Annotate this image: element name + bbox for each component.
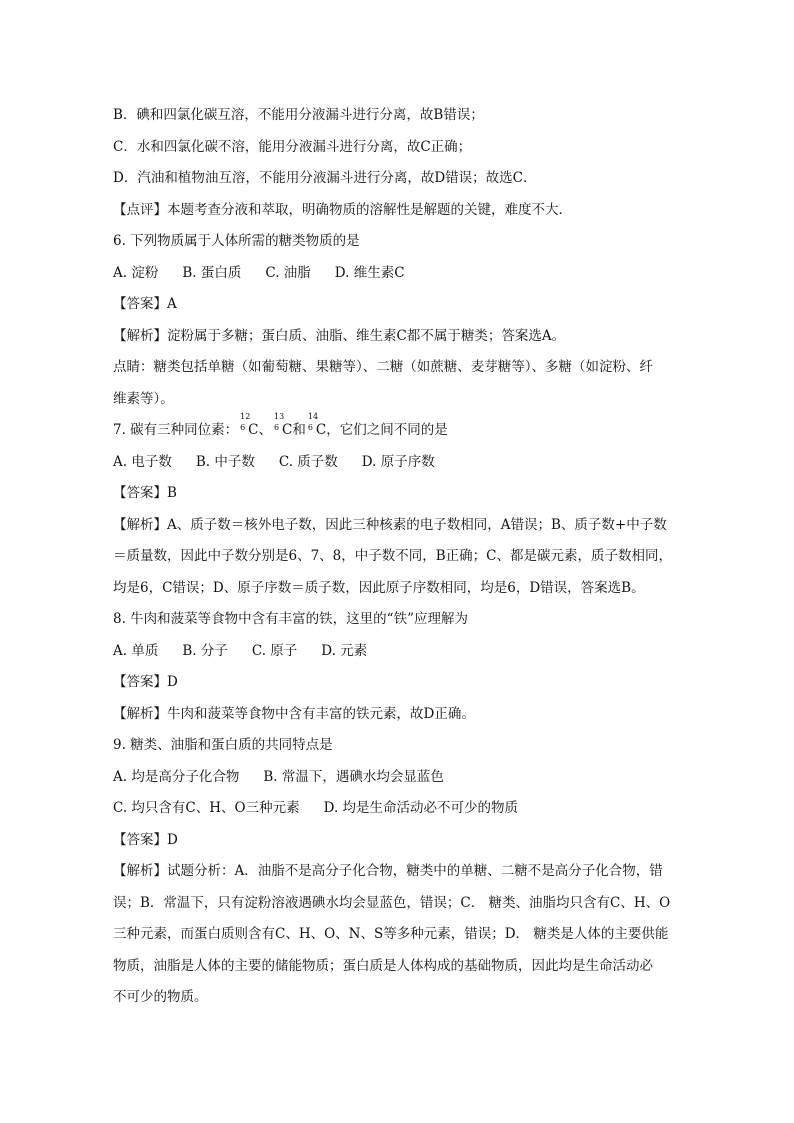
question-9: 9. 糖类、油脂和蛋白质的共同特点是 bbox=[113, 737, 333, 753]
q6-note-line-1: 点睛：糖类包括单糖（如葡萄糖、果糖等）、二糖（如蔗糖、麦芽糖等）、多糖（如淀粉、纤 bbox=[113, 359, 653, 375]
q8-option-d: D. 元素 bbox=[321, 642, 368, 659]
q8-answer: 【答案】D bbox=[113, 674, 178, 690]
q6-option-b: B. 蛋白质 bbox=[182, 264, 242, 281]
q9-explanation-line-2: 误；B．常温下，只有淀粉溶液遇碘水均会显蓝色，错误；C． 糖类、油脂均只含有C、H、O bbox=[113, 894, 671, 911]
q7-option-c: C. 质子数 bbox=[278, 453, 338, 470]
q7-answer: 【答案】B bbox=[113, 485, 177, 501]
question-7 bbox=[113, 412, 693, 447]
q9-answer: 【答案】D bbox=[113, 831, 178, 848]
q9-option-d: D. 均是生命活动必不可少的物质 bbox=[323, 800, 519, 816]
q6-explanation: 【解析】淀粉属于多糖；蛋白质、油脂、维生素C都不属于糖类；答案选A。 bbox=[113, 327, 566, 344]
q9-option-c: C. 均只含有C、H、O三种元素 bbox=[113, 800, 300, 816]
q7-explanation-line-3: 均是6，C错误；D、原子序数＝质子数，因此原子序数相同，均是6，D错误，答案选B。 bbox=[113, 579, 645, 596]
q5-comment: 【点评】本题考查分液和萃取，明确物质的溶解性是解题的关键，难度不大． bbox=[113, 201, 572, 218]
q6-option-a: A. 淀粉 bbox=[113, 264, 159, 281]
isotope-c14: 14 6 C bbox=[307, 412, 327, 438]
q7-explanation-line-2: ＝质量数，因此中子数分别是6、7、8，中子数不同，B正确；C、都是碳元素，质子数相同， bbox=[113, 548, 673, 564]
q5-option-d-explanation: D．汽油和植物油互溶，不能用分液漏斗进行分离，故D错误；故选C． bbox=[113, 170, 537, 186]
q9-explanation-line-3: 三种元素，而蛋白质则含有C、H、O、N、S等多种元素，错误；D． 糖类是人体的主要供能 bbox=[113, 926, 669, 942]
isotope-c13: 13 6 C bbox=[274, 412, 293, 438]
q8-option-c: C. 原子 bbox=[251, 642, 298, 659]
question-9-options-row-2 bbox=[113, 793, 693, 825]
q7-prefix: 7. 碳有三种同位素： bbox=[113, 422, 239, 438]
q5-option-c-explanation: C．水和四氯化碳不溶，能用分液漏斗进行分离，故C正确； bbox=[113, 138, 472, 155]
q7-suffix: ，它们之间不同的是 bbox=[326, 422, 448, 438]
q9-explanation-line-5: 不可少的物质。 bbox=[113, 989, 208, 1005]
q6-answer: 【答案】A bbox=[113, 296, 177, 312]
q8-explanation: 【解析】牛肉和菠菜等食物中含有丰富的铁元素，故D正确。 bbox=[113, 705, 475, 722]
question-6-options bbox=[113, 258, 693, 290]
q7-option-a: A. 电子数 bbox=[113, 453, 172, 470]
question-8-options bbox=[113, 636, 693, 668]
q7-and: 和 bbox=[292, 422, 306, 438]
q9-explanation-line-1: 【解析】试题分析：A．油脂不是高分子化合物，糖类中的单糖、二糖不是高分子化合物，错 bbox=[113, 863, 663, 879]
q6-option-d: D. 维生素C bbox=[334, 264, 405, 281]
q9-option-b: B. 常温下，遇碘水均会显蓝色 bbox=[263, 768, 444, 785]
q6-note-line-2: 维素等）。 bbox=[113, 390, 174, 407]
q5-option-b-explanation: B．碘和四氯化碳互溶，不能用分液漏斗进行分离，故B错误； bbox=[113, 107, 484, 123]
isotope-c12: 12 6 C bbox=[240, 412, 259, 438]
question-7-options bbox=[113, 447, 693, 479]
q7-explanation-line-1: 【解析】A、质子数＝核外电子数，因此三种核素的电子数相同，A错误；B、质子数+中子数 bbox=[113, 516, 667, 533]
q8-option-a: A. 单质 bbox=[113, 642, 159, 659]
q6-option-c: C. 油脂 bbox=[265, 264, 311, 281]
question-6: 6. 下列物质属于人体所需的糖类物质的是 bbox=[113, 233, 360, 249]
q8-option-b: B. 分子 bbox=[182, 642, 228, 659]
question-9-options-row-1 bbox=[113, 762, 693, 794]
q7-separator: 、 bbox=[258, 422, 273, 438]
question-8: 8. 牛肉和菠菜等食物中含有丰富的铁，这里的“铁”应理解为 bbox=[113, 611, 468, 627]
q7-option-b: B. 中子数 bbox=[195, 453, 255, 470]
q7-option-d: D. 原子序数 bbox=[361, 453, 435, 470]
q9-explanation-line-4: 物质，油脂是人体的主要的储能物质；蛋白质是人体构成的基础物质，因此均是生命活动必 bbox=[113, 957, 653, 974]
q9-option-a: A. 均是高分子化合物 bbox=[113, 768, 240, 785]
document-content bbox=[113, 100, 693, 1014]
